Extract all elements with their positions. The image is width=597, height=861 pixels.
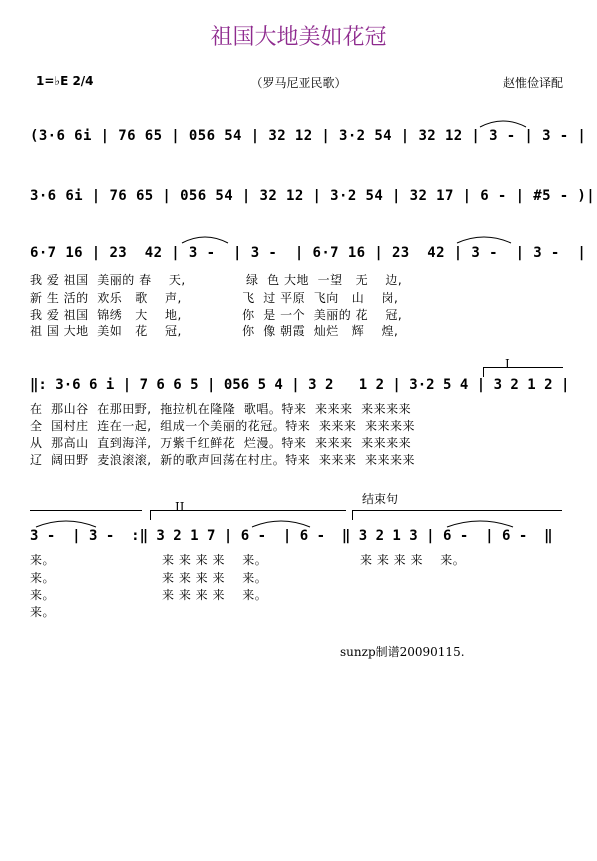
volta-1-label: I	[505, 357, 510, 371]
tie-mark	[445, 518, 515, 528]
volta-1-line	[30, 510, 142, 511]
chorus-lyric-3: 从 那高山 直到海洋, 万紫千红鲜花 烂漫。特来 来来来 来来来来	[30, 436, 412, 450]
ending-lyric-1-4: 来。	[30, 605, 56, 619]
transcriber-credit: sunzp制谱20090115.	[340, 645, 465, 659]
ending-lyric-1-3: 来。	[30, 588, 56, 602]
intro-line-1: (3·6 6i | 76 65 | 056 54 | 32 12 | 3·2 54 | 32 12 | 3 - | 3 - |	[30, 128, 587, 144]
arranger: 赵惟俭译配	[502, 76, 563, 90]
tie-mark	[455, 234, 513, 244]
coda-label: 结束句	[362, 492, 399, 506]
verse-lyric-1: 我 爱 祖国 美丽的 春 天, 绿 色 大地 一望 无 边,	[30, 273, 403, 287]
chorus-lyric-2: 全 国村庄 连在一起, 组成一个美丽的花冠。特来 来来来 来来来来	[30, 419, 415, 433]
ending-lyric-2-1: 来 来 来 来 来。	[162, 553, 268, 567]
intro-line-2: 3·6 6i | 76 65 | 056 54 | 32 12 | 3·2 54 | 32 17 | 6 - | #5 - )|	[30, 188, 596, 204]
tie-mark	[180, 234, 230, 244]
coda-tick	[352, 510, 353, 520]
ending-lyric-1-2: 来。	[30, 571, 56, 585]
verse-notes: 6·7 16 | 23 42 | 3 - | 3 - | 6·7 16 | 23 42 | 3 - | 3 - |	[30, 245, 587, 261]
chorus-lyric-4: 辽 阔田野 麦浪滚滚, 新的歌声回荡在村庄。特来 来来来 来来来来	[30, 453, 415, 467]
tie-mark	[34, 518, 98, 528]
verse-lyric-4: 祖 国 大地 美如 花 冠, 你 像 朝霞 灿烂 辉 煌,	[30, 324, 399, 338]
coda-line	[352, 510, 562, 511]
chorus-notes: ‖: 3·6 6 i | 7 6 6 5 | 056 5 4 | 3 2 1 2 | 3·2 5 4 | 3 2 1 2 |	[30, 377, 570, 393]
volta-bracket	[483, 367, 563, 368]
key-signature: 1=♭E 2/4	[36, 74, 94, 88]
ending-lyric-2-3: 来 来 来 来 来。	[162, 588, 268, 602]
verse-lyric-2: 新 生 活的 欢乐 歌 声, 飞 过 平原 飞向 山 岗,	[30, 291, 399, 305]
chorus-lyric-1: 在 那山谷 在那田野, 拖拉机在隆隆 歌唱。特来 来来来 来来来来	[30, 402, 412, 416]
volta-2-tick	[150, 510, 151, 520]
ending-lyric-1-1: 来。	[30, 553, 56, 567]
song-origin: （罗马尼亚民歌）	[250, 76, 347, 90]
volta-bracket-tick	[483, 367, 484, 377]
volta-2-label: II	[175, 500, 185, 514]
tie-mark	[250, 518, 312, 528]
verse-lyric-3: 我 爱 祖国 锦绣 大 地, 你 是 一个 美丽的 花 冠,	[30, 308, 403, 322]
ending-lyric-3-1: 来 来 来 来 来。	[360, 553, 466, 567]
tie-mark	[478, 118, 528, 128]
ending-lyric-2-2: 来 来 来 来 来。	[162, 571, 268, 585]
song-title: 祖国大地美如花冠	[210, 25, 387, 50]
ending-notes: 3 - | 3 - :‖ 3 2 1 7 | 6 - | 6 - ‖ 3 2 1 3 | 6 - | 6 - ‖	[30, 528, 553, 544]
